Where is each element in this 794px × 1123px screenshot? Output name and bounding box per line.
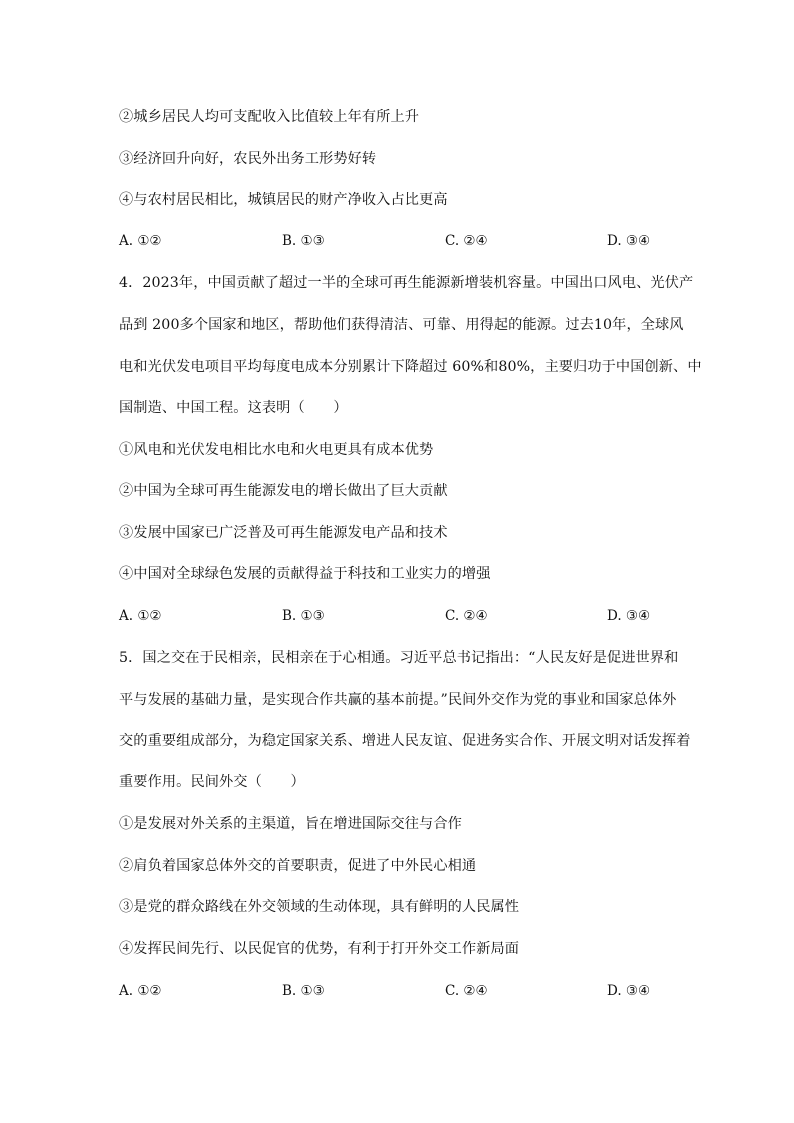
q4-statement-4: ④中国对全球绿色发展的贡献得益于科技和工业实力的增强 xyxy=(119,566,491,582)
q4-stem-line-4: 国制造、中国工程。这表明（ ） xyxy=(119,400,348,416)
q4-option-b: B. ①③ xyxy=(282,608,325,624)
q4-option-d: D. ③④ xyxy=(607,608,651,624)
q4-statement-2: ②中国为全球可再生能源发电的增长做出了巨大贡献 xyxy=(119,483,448,499)
q4-statement-3: ③发展中国家已广泛普及可再生能源发电产品和技术 xyxy=(119,525,448,541)
q4-stem-line-1: 4．2023年，中国贡献了超过一半的全球可再生能源新增装机容量。中国出口风电、光伏产 xyxy=(119,275,694,291)
q3-statement-3: ③经济回升向好，农民外出务工形势好转 xyxy=(119,151,377,167)
q5-options xyxy=(119,981,679,1001)
q3-options xyxy=(119,231,679,251)
q5-stem-line-3: 交的重要组成部分，为稳定国家关系、增进人民友谊、促进务实合作、开展文明对话发挥着 xyxy=(119,733,691,749)
q5-option-b: B. ①③ xyxy=(282,983,325,999)
q3-statement-4: ④与农村居民相比，城镇居民的财产净收入占比更高 xyxy=(119,192,448,208)
q3-option-a: A. ①② xyxy=(119,233,162,249)
q3-statement-2: ②城乡居民人均可支配收入比值较上年有所上升 xyxy=(119,109,420,125)
q4-option-a: A. ①② xyxy=(119,608,162,624)
q4-options xyxy=(119,606,679,626)
q5-option-d: D. ③④ xyxy=(607,983,651,999)
q4-option-c: C. ②④ xyxy=(445,608,488,624)
q5-option-a: A. ①② xyxy=(119,983,162,999)
q5-stem-line-1: 5．国之交在于民相亲，民相亲在于心相通。习近平总书记指出：“人民友好是促进世界和 xyxy=(119,650,679,666)
q3-option-c: C. ②④ xyxy=(445,233,488,249)
q4-statement-1: ①风电和光伏发电相比水电和火电更具有成本优势 xyxy=(119,442,434,458)
q5-statement-2: ②肩负着国家总体外交的首要职责，促进了中外民心相通 xyxy=(119,858,477,874)
q3-option-b: B. ①③ xyxy=(282,233,325,249)
q5-stem-line-2: 平与发展的基础力量，是实现合作共赢的基本前提。”民间外交作为党的事业和国家总体外 xyxy=(119,692,677,708)
q5-statement-4: ④发挥民间先行、以民促官的优势，有利于打开外交工作新局面 xyxy=(119,941,520,957)
q4-stem-line-3: 电和光伏发电项目平均每度电成本分别累计下降超过 60%和80%，主要归功于中国创新、中 xyxy=(119,359,702,375)
q3-option-d: D. ③④ xyxy=(607,233,651,249)
q5-stem-line-4: 重要作用。民间外交（ ） xyxy=(119,774,305,790)
q5-statement-1: ①是发展对外关系的主渠道，旨在增进国际交往与合作 xyxy=(119,816,462,832)
q5-statement-3: ③是党的群众路线在外交领域的生动体现，具有鲜明的人民属性 xyxy=(119,899,520,915)
q4-stem-line-2: 品到 200多个国家和地区，帮助他们获得清洁、可靠、用得起的能源。过去10年，全球风 xyxy=(119,317,684,333)
q5-option-c: C. ②④ xyxy=(445,983,488,999)
